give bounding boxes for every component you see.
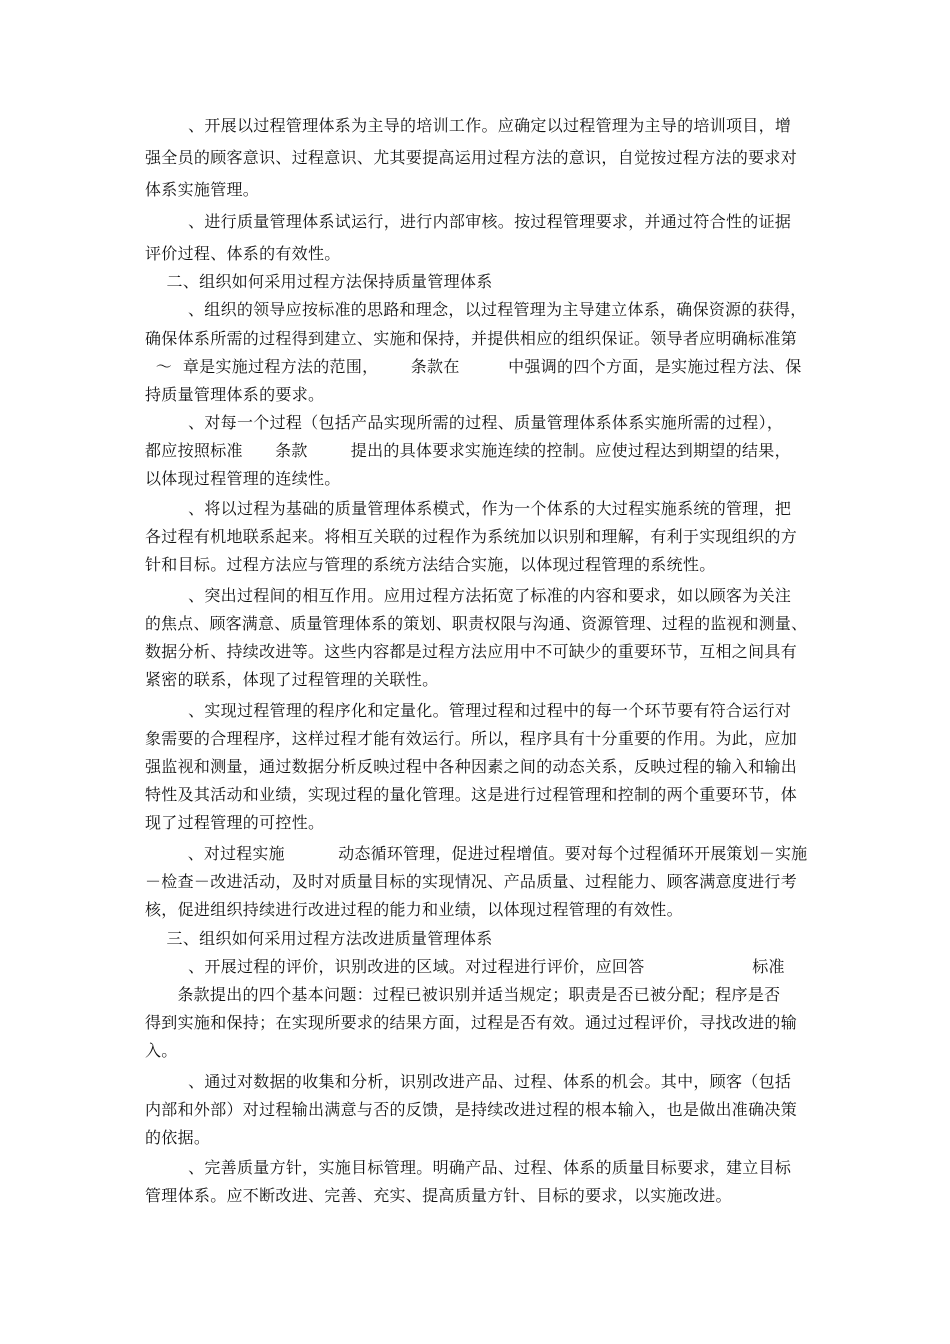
text-line: 管理体系。应不断改进、完善、充实、提高质量方针、目标的要求，以实施改进。 [145,1186,732,1205]
text-line: 紧密的联系，体现了过程管理的关联性。 [145,670,439,689]
text-line: 、进行质量管理体系试运行，进行内部审核。按过程管理要求，并通过符合性的证据 [145,212,792,231]
text-line: 象需要的合理程序，这样过程才能有效运行。所以，程序具有十分重要的作用。为此，应加 [145,729,798,748]
text-line: 、开展以过程管理体系为主导的培训工作。应确定以过程管理为主导的培训项目，增 [145,116,792,135]
text-line: 数据分析、持续改进等。这些内容都是过程方法应用中不可缺少的重要环节，互相之间具有 [145,642,798,661]
text-line: 、对过程实施 动态循环管理，促进过程增值。要对每个过程循环开展策划－实施 [145,844,808,863]
text-line: 都应按照标准 条款 提出的具体要求实施连续的控制。应使过程达到期望的结果， [145,441,791,460]
text-line: 针和目标。过程方法应与管理的系统方法结合实施，以体现过程管理的系统性。 [145,555,716,574]
text-line: 体系实施管理。 [145,180,260,199]
text-line: ～ 章是实施过程方法的范围， 条款在 中强调的四个方面，是实施过程方法、保 [145,357,802,376]
text-line: 的依据。 [145,1128,211,1147]
text-line: 核，促进组织持续进行改进过程的能力和业绩，以体现过程管理的有效性。 [145,900,683,919]
text-line: 强监视和测量，通过数据分析反映过程中各种因素之间的动态关系，反映过程的输入和输出 [145,757,798,776]
section-heading: 二、组织如何采用过程方法保持质量管理体系 [145,272,493,291]
text-line: 、完善质量方针，实施目标管理。明确产品、过程、体系的质量目标要求，建立目标 [145,1158,792,1177]
text-line: 各过程有机地联系起来。将相互关联的过程作为系统加以识别和理解，有利于实现组织的方 [145,527,798,546]
text-line: 强全员的顾客意识、过程意识、尤其要提高运用过程方法的意识，自觉按过程方法的要求对 [145,148,798,167]
text-line: 、通过对数据的收集和分析，识别改进产品、过程、体系的机会。其中，顾客（包括 [145,1072,792,1091]
text-line: －检查－改进活动，及时对质量目标的实现情况、产品质量、过程能力、顾客满意度进行考 [145,872,798,891]
text-line: 内部和外部）对过程输出满意与否的反馈，是持续改进过程的根本输入，也是做出准确决策 [145,1100,798,1119]
text-line: 持质量管理体系的要求。 [145,385,325,404]
text-line: 、开展过程的评价，识别改进的区域。对过程进行评价，应回答 标准 [145,957,785,976]
text-line: 特性及其活动和业绩，实现过程的量化管理。这是进行过程管理和控制的两个重要环节，体 [145,785,798,804]
text-line: 、突出过程间的相互作用。应用过程方法拓宽了标准的内容和要求，如以顾客为关注 [145,586,792,605]
text-line: 、将以过程为基础的质量管理体系模式，作为一个体系的大过程实施系统的管理，把 [145,499,792,518]
section-heading: 三、组织如何采用过程方法改进质量管理体系 [145,929,493,948]
text-line: 、对每一个过程（包括产品实现所需的过程、质量管理体系体系实施所需的过程）， [145,413,784,432]
text-line: 的焦点、顾客满意、质量管理体系的策划、职责权限与沟通、资源管理、过程的监视和测量、 [145,614,808,633]
text-line: 入。 [145,1041,178,1060]
text-line: 确保体系所需的过程得到建立、实施和保持，并提供相应的组织保证。领导者应明确标准第 [145,329,798,348]
text-line: 、实现过程管理的程序化和定量化。管理过程和过程中的每一个环节要有符合运行对 [145,701,792,720]
text-line: 以体现过程管理的连续性。 [145,469,341,488]
text-line: 现了过程管理的可控性。 [145,813,325,832]
text-line: 评价过程、体系的有效性。 [145,244,341,263]
text-line: 、组织的领导应按标准的思路和理念，以过程管理为主导建立体系，确保资源的获得， [145,300,807,319]
text-line: 得到实施和保持；在实现所要求的结果方面，过程是否有效。通过过程评价，寻找改进的输 [145,1013,798,1032]
text-line: 条款提出的四个基本问题：过程已被识别并适当规定；职责是否已被分配；程序是否 [145,985,781,1004]
